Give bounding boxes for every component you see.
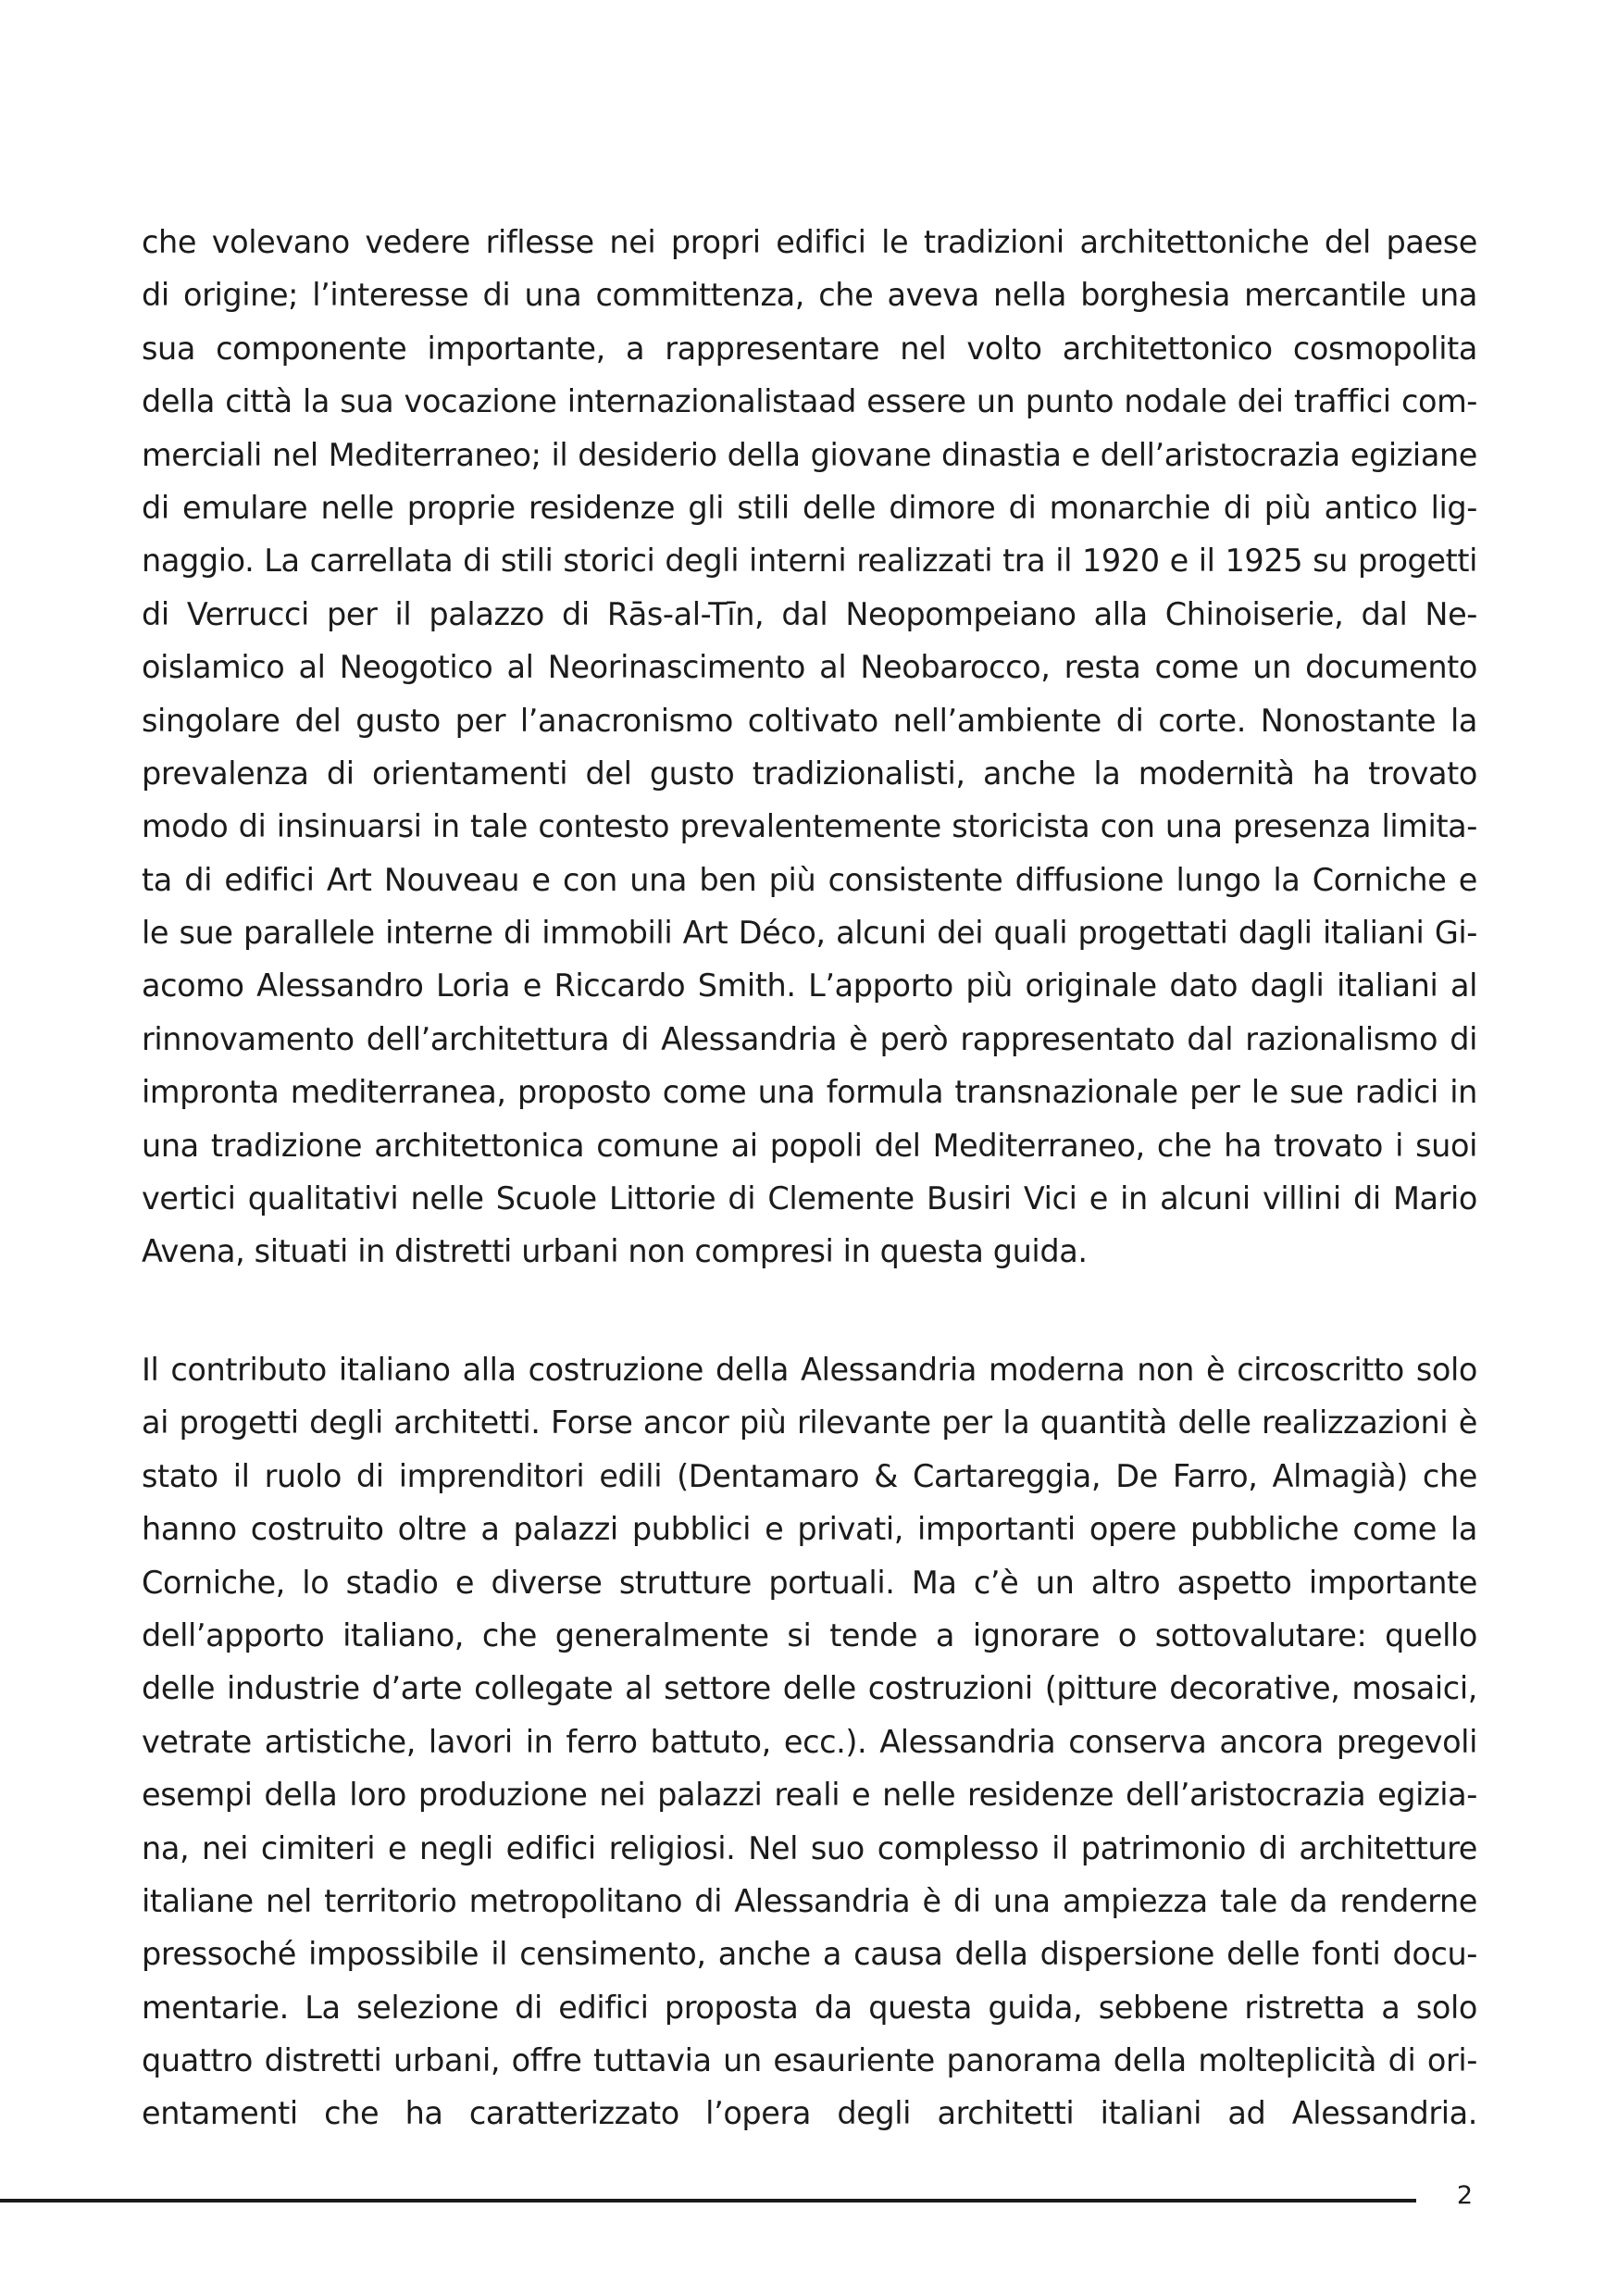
footer-rule — [0, 2199, 1416, 2202]
text-line: sua componente importante, a rappresentare nel volto architettonico cosmopolita — [142, 330, 1477, 367]
text-line: ai progetti degli architetti. Forse ancor più rilevante per la quantità delle realizzazioni è — [142, 1404, 1477, 1441]
text-line: le sue parallele interne di immobili Art Déco, alcuni dei quali progettati dagli italiani Gi- — [142, 915, 1477, 952]
text-line: hanno costruito oltre a palazzi pubblici e privati, importanti opere pubbliche come la — [142, 1511, 1477, 1548]
text-line: esempi della loro produzione nei palazzi reali e nelle residenze dell’aristocrazia egizia- — [142, 1777, 1477, 1814]
text-line: stato il ruolo di imprenditori edili (Dentamaro & Cartareggia, De Farro, Almagià) che — [142, 1457, 1477, 1494]
text-line: naggio. La carrellata di stili storici degli interni realizzati tra il 1920 e il 1925 su progetti — [142, 543, 1477, 580]
text-line: che volevano vedere riflesse nei propri edifici le tradizioni architettoniche del paese — [142, 224, 1477, 260]
text-line: Avena, situati in distretti urbani non compresi in questa guida. — [142, 1233, 1088, 1270]
text-line: acomo Alessandro Loria e Riccardo Smith. L’apporto più originale dato dagli italiani al — [142, 967, 1477, 1004]
text-line: prevalenza di orientamenti del gusto tradizionalisti, anche la modernità ha trovato — [142, 755, 1477, 792]
text-line: rinnovamento dell’architettura di Alessandria è però rappresentato dal razionalismo di — [142, 1020, 1477, 1057]
text-line: dell’apporto italiano, che generalmente si tende a ignorare o sottovalutare: quello — [142, 1616, 1477, 1653]
text-line: quattro distretti urbani, offre tuttavia un esauriente panorama della molteplicità di ori- — [142, 2042, 1477, 2079]
text-line: na, nei cimiteri e negli edifici religiosi. Nel suo complesso il patrimonio di architetture — [142, 1829, 1477, 1866]
body-paragraph-2 — [142, 1343, 1477, 2140]
text-line: di Verrucci per il palazzo di Rās-al-Tīn, dal Neopompeiano alla Chinoiserie, dal Ne- — [142, 595, 1477, 632]
text-line: della città la sua vocazione internazionalistaad essere un punto nodale dei traffici com- — [142, 383, 1477, 420]
text-line: oislamico al Neogotico al Neorinascimento al Neobarocco, resta come un documento — [142, 649, 1477, 686]
text-line: ta di edifici Art Nouveau e con una ben più consistente diffusione lungo la Corniche e — [142, 861, 1477, 898]
text-line: singolare del gusto per l’anacronismo coltivato nell’ambiente di corte. Nonostante la — [142, 702, 1477, 739]
text-line: merciali nel Mediterraneo; il desiderio della giovane dinastia e dell’aristocrazia egiziane — [142, 436, 1477, 473]
text-line: Il contributo italiano alla costruzione della Alessandria moderna non è circoscritto solo — [142, 1352, 1477, 1388]
text-line: di origine; l’interesse di una committenza, che aveva nella borghesia mercantile una — [142, 277, 1477, 314]
text-line: vetrate artistiche, lavori in ferro battuto, ecc.). Alessandria conserva ancora pregevoli — [142, 1723, 1477, 1760]
text-line: delle industrie d’arte collegate al settore delle costruzioni (pitture decorative, mosaici, — [142, 1670, 1477, 1707]
text-line: di emulare nelle proprie residenze gli stili delle dimore di monarchie di più antico lig- — [142, 489, 1477, 526]
text-line: vertici qualitativi nelle Scuole Littorie di Clemente Busiri Vici e in alcuni villini di Mario — [142, 1180, 1477, 1217]
text-line: italiane nel territorio metropolitano di Alessandria è di una ampiezza tale da renderne — [142, 1882, 1477, 1919]
text-line: modo di insinuarsi in tale contesto prevalentemente storicista con una presenza limita- — [142, 808, 1477, 845]
text-line: pressoché impossibile il censimento, anche a causa della dispersione delle fonti docu- — [142, 1936, 1477, 1973]
page-number: 2 — [1456, 2181, 1473, 2210]
text-line: Corniche, lo stadio e diverse strutture portuali. Ma c’è un altro aspetto importante — [142, 1564, 1477, 1601]
text-line: entamenti che ha caratterizzato l’opera degli architetti italiani ad Alessandria. — [142, 2095, 1477, 2132]
text-line: impronta mediterranea, proposto come una formula transnazionale per le sue radici in — [142, 1074, 1477, 1111]
text-line: mentarie. La selezione di edifici proposta da questa guida, sebbene ristretta a solo — [142, 1989, 1477, 2026]
text-line: una tradizione architettonica comune ai popoli del Mediterraneo, che ha trovato i suoi — [142, 1127, 1477, 1164]
body-paragraph-1 — [142, 216, 1477, 1279]
